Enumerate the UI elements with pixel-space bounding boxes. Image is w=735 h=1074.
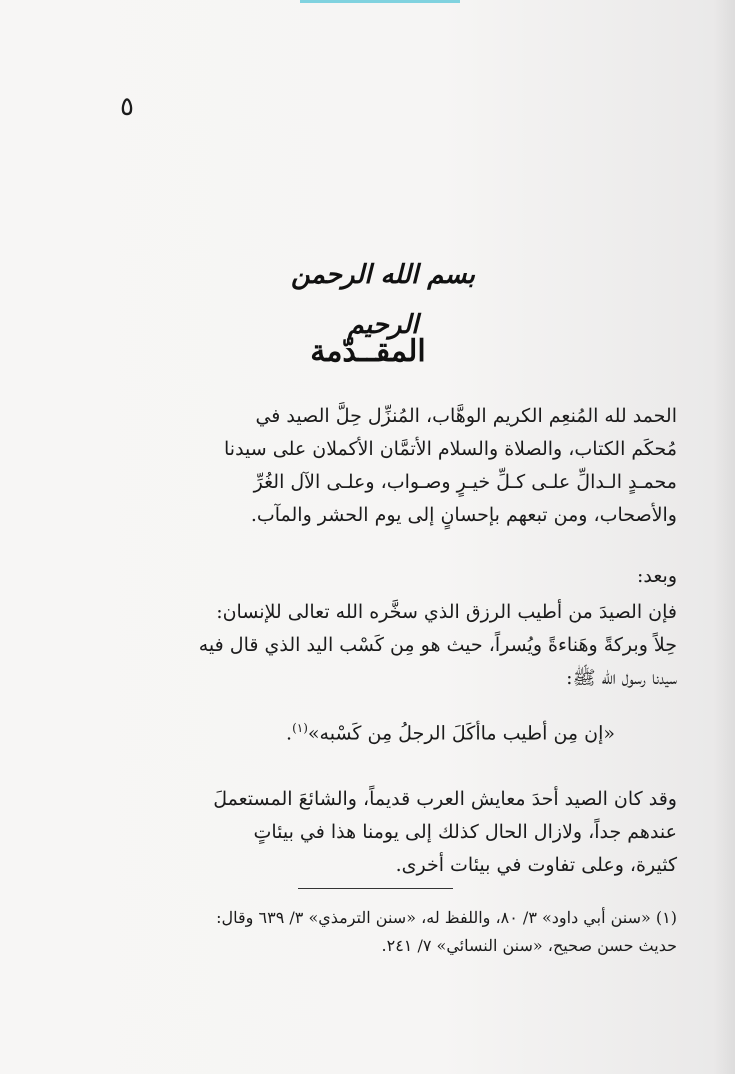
footnote bbox=[97, 904, 677, 960]
second-paragraph bbox=[97, 596, 677, 695]
text-line: كثيرة، وعلى تفاوت في بيئات أخرى. bbox=[395, 854, 677, 876]
text-line: حِلاً وبركةً وهَناءةً ويُسراً، حيث هو مِن كَسْب اليد الذي قال فيه bbox=[198, 634, 677, 656]
hadith-quote bbox=[95, 712, 615, 750]
text-line: عندهم جداً، ولازال الحال كذلك إلى يومنا هذا في بيئاتٍ bbox=[253, 821, 677, 843]
text-line: فإن الصيدَ من أطيب الرزق الذي سخَّره الله تعالى للإنسان: bbox=[216, 601, 677, 623]
footnote-line: حديث حسن صحيح، «سنن النسائي» ٧/ ٢٤١. bbox=[381, 936, 677, 955]
text-line: محمـدٍ الـدالِّ علـى كـلِّ خيـرٍ وصـواب، وعلـى الآل الغُرِّ bbox=[253, 471, 677, 493]
text-line: مُحكَم الكتاب، والصلاة والسلام الأتمَّان الأكملان على سيدنا bbox=[224, 438, 677, 460]
footnote-divider bbox=[298, 888, 453, 889]
opening-paragraph bbox=[97, 400, 677, 532]
text-line: وقد كان الصيد أحدَ معايش العرب قديماً، والشائعَ المستعملَ bbox=[213, 788, 677, 810]
basmala-calligraphy: بسم الله الرحمن الرحيم bbox=[291, 260, 475, 340]
text-line: والأصحاب، ومن تبعهم بإحسانٍ إلى يوم الحشر والمآب. bbox=[250, 504, 677, 526]
text-line: سيدنا رسول الله ﷺ: bbox=[566, 667, 677, 689]
page-shadow bbox=[713, 0, 735, 1074]
third-paragraph bbox=[97, 783, 677, 882]
scan-edge-mark bbox=[300, 0, 460, 3]
hadith-end: . bbox=[286, 722, 293, 745]
page-number: ٥ bbox=[120, 92, 134, 122]
footnote-ref: (١) bbox=[292, 721, 308, 735]
footnote-line: (١) «سنن أبي داود» ٣/ ٨٠، واللفظ له، «سنن الترمذي» ٣/ ٦٣٩ وقال: bbox=[216, 908, 677, 927]
wabad-line: وبعد: bbox=[636, 565, 677, 587]
section-heading: المقــدّمة bbox=[310, 334, 426, 369]
text-line: الحمد لله المُنعِم الكريم الوهَّاب، المُنزِّل حِلَّ الصيد في bbox=[255, 405, 677, 427]
hadith-text: «إن مِن أطيب ماأكَلَ الرجلُ مِن كَسْبه» bbox=[307, 722, 615, 745]
